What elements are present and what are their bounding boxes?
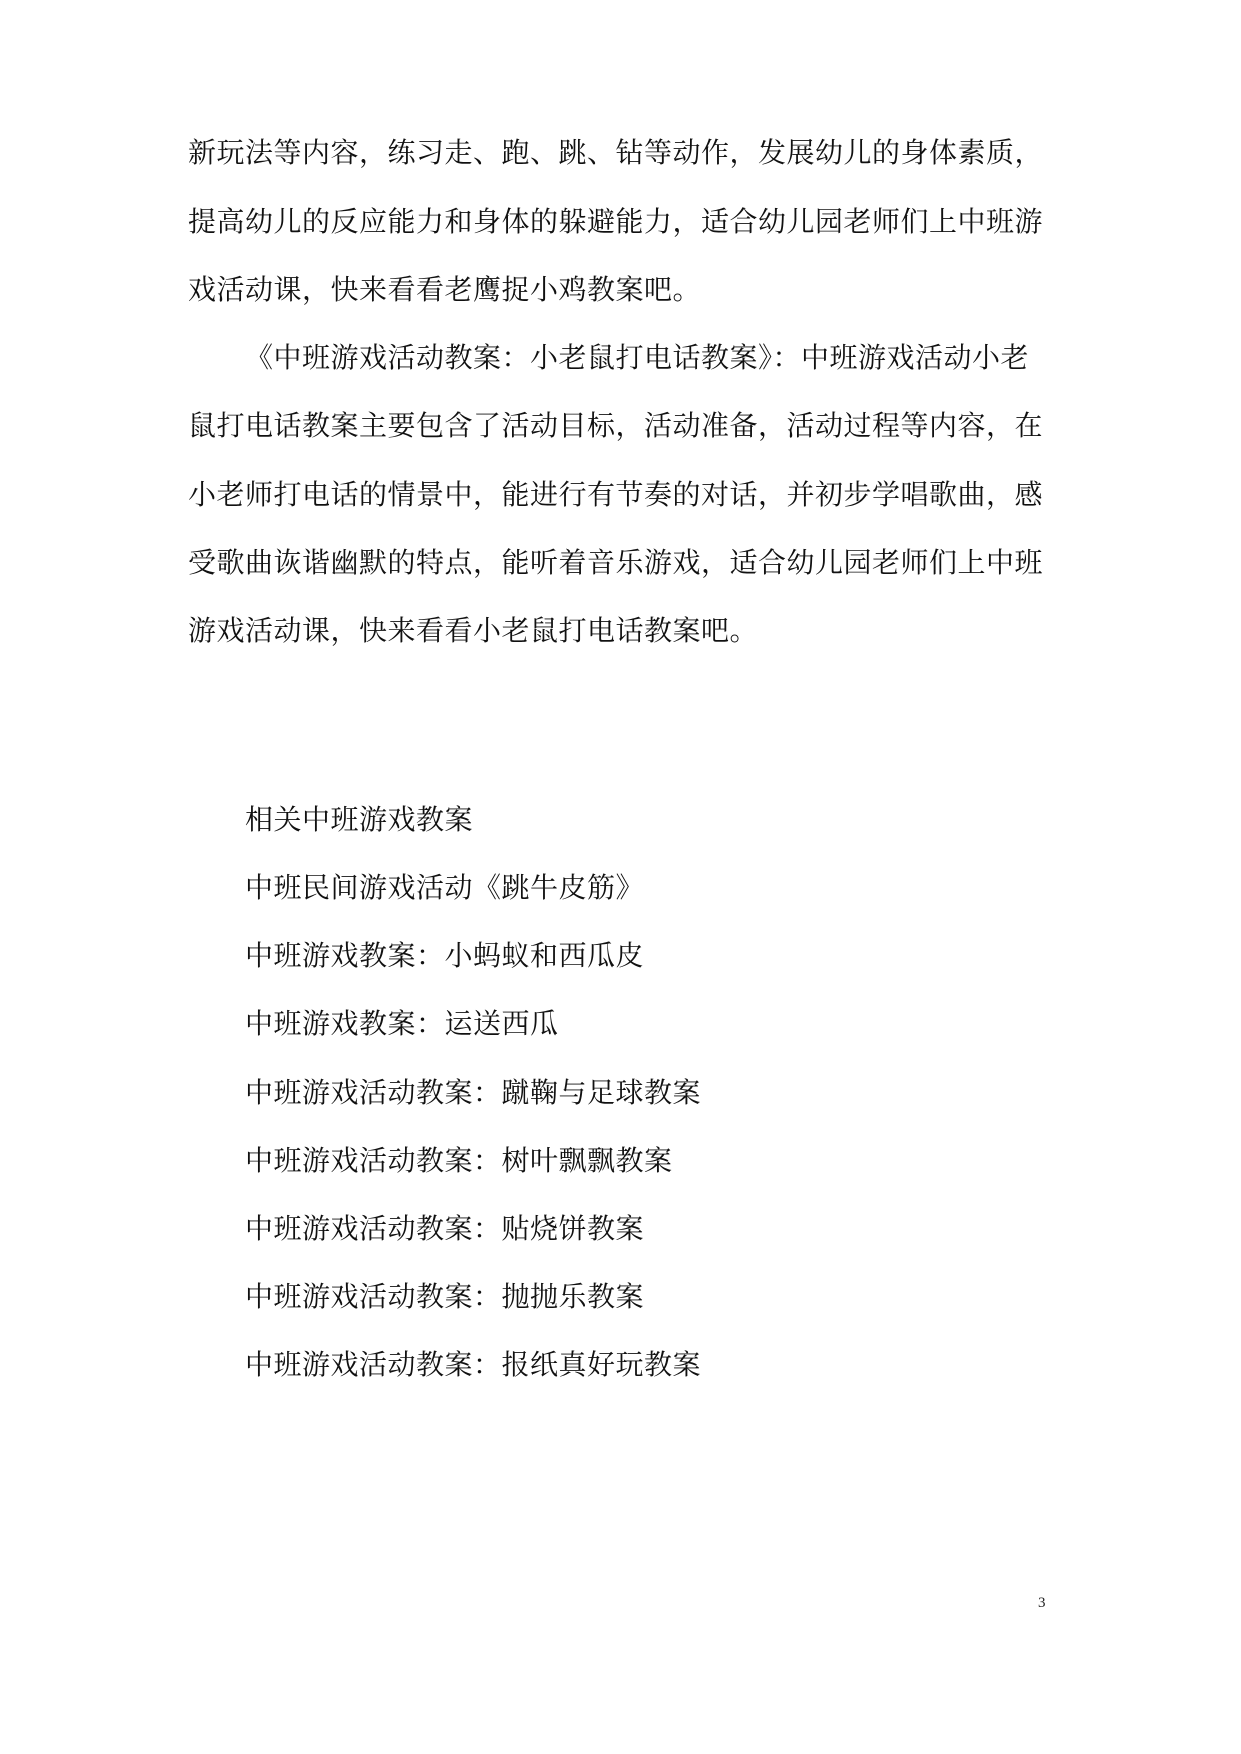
related-link[interactable]: 中班民间游戏活动《跳牛皮筋》: [245, 871, 645, 904]
related-link[interactable]: 中班游戏活动教案：抛抛乐教案: [245, 1280, 645, 1313]
paragraph-1-line-2: 提高幼儿的反应能力和身体的躲避能力，适合幼儿园老师们上中班游: [188, 205, 1044, 238]
related-heading: 相关中班游戏教案: [245, 803, 474, 836]
paragraph-2-line-2: 鼠打电话教案主要包含了活动目标，活动准备，活动过程等内容，在: [188, 409, 1044, 442]
related-link[interactable]: 中班游戏活动教案：蹴鞠与足球教案: [245, 1076, 702, 1109]
related-link[interactable]: 中班游戏活动教案：贴烧饼教案: [245, 1212, 645, 1245]
paragraph-2-line-3: 小老师打电话的情景中，能进行有节奏的对话，并初步学唱歌曲，感: [188, 478, 1044, 511]
related-link[interactable]: 中班游戏教案：小蚂蚁和西瓜皮: [245, 939, 645, 972]
related-link[interactable]: 中班游戏活动教案：报纸真好玩教案: [245, 1348, 702, 1381]
paragraph-1-line-3: 戏活动课，快来看看老鹰捉小鸡教案吧。: [188, 273, 702, 306]
paragraph-2-line-4: 受歌曲诙谐幽默的特点，能听着音乐游戏，适合幼儿园老师们上中班: [188, 546, 1044, 579]
paragraph-2-line-5: 游戏活动课，快来看看小老鼠打电话教案吧。: [188, 614, 759, 647]
related-link[interactable]: 中班游戏教案：运送西瓜: [245, 1007, 559, 1040]
paragraph-2-line-1: 《中班游戏活动教案：小老鼠打电话教案》：中班游戏活动小老: [245, 341, 1030, 374]
page-number: 3: [1038, 1595, 1046, 1611]
related-link[interactable]: 中班游戏活动教案：树叶飘飘教案: [245, 1144, 673, 1177]
paragraph-1-line-1: 新玩法等内容，练习走、跑、跳、钻等动作，发展幼儿的身体素质，: [188, 136, 1044, 169]
